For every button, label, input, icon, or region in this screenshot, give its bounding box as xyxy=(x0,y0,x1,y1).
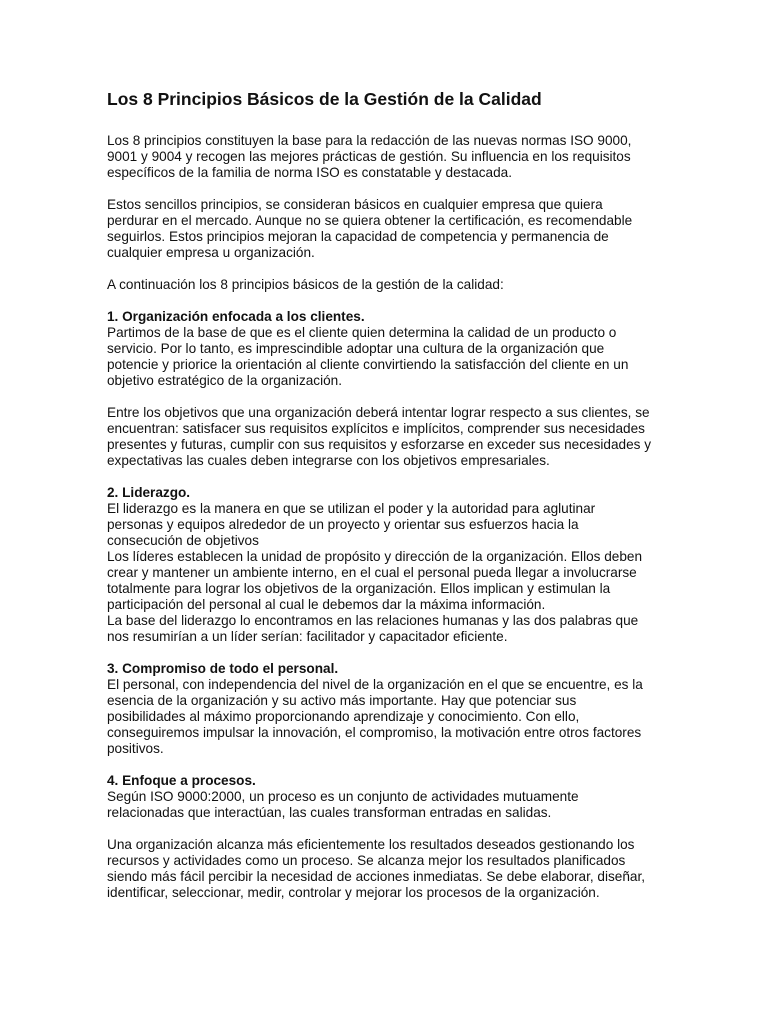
principle-paragraph xyxy=(107,789,667,821)
principle-paragraph xyxy=(107,837,667,901)
text-line: participación del personal al cual le debemos dar la máxima información. xyxy=(107,597,546,612)
text-line: Entre los objetivos que una organización deberá intentar lograr respecto a sus clientes, se xyxy=(107,405,650,420)
text-line: La base del liderazgo lo encontramos en las relaciones humanas y las dos palabras que xyxy=(107,613,639,628)
principle-heading: 1. Organización enfocada a los clientes. xyxy=(107,309,365,324)
text-line: servicio. Por lo tanto, es imprescindible adoptar una cultura de la organización que xyxy=(107,341,605,356)
principle-heading: 4. Enfoque a procesos. xyxy=(107,773,256,788)
text-line: cualquier empresa u organización. xyxy=(107,245,315,260)
text-line: expectativas las cuales deben integrarse con los objetivos empresariales. xyxy=(107,453,550,468)
text-line: nos resumirían a un líder serían: facilitador y capacitador eficiente. xyxy=(107,629,508,644)
principles-list xyxy=(107,309,667,901)
text-line: específicos de la familia de norma ISO es constatable y destacada. xyxy=(107,165,513,180)
principle-paragraph xyxy=(107,405,667,469)
intro-paragraph xyxy=(107,277,667,293)
text-line: Una organización alcanza más eficientemente los resultados deseados gestionando los xyxy=(107,837,635,852)
document-page xyxy=(107,88,667,917)
text-line: El liderazgo es la manera en que se utilizan el poder y la autoridad para aglutinar xyxy=(107,501,596,516)
text-line: consecución de objetivos xyxy=(107,533,259,548)
text-line: relacionadas que interactúan, las cuales transforman entradas en salidas. xyxy=(107,805,552,820)
text-line: Estos sencillos principios, se consideran básicos en cualquier empresa que quiera xyxy=(107,197,603,212)
text-line: El personal, con independencia del nivel de la organización en el que se encuentre, es la xyxy=(107,677,643,692)
text-line: Partimos de la base de que es el cliente quien determina la calidad de un producto o xyxy=(107,325,617,340)
text-line: potencie y priorice la orientación al cliente convirtiendo la satisfacción del cliente en un xyxy=(107,357,629,372)
text-line: encuentran: satisfacer sus requisitos explícitos e implícitos, comprender sus necesidades xyxy=(107,421,645,436)
text-line: esencia de la organización y su activo más importante. Hay que potenciar sus xyxy=(107,693,577,708)
principle-section xyxy=(107,773,667,901)
text-line: recursos y actividades como un proceso. Se alcanza mejor los resultados planificados xyxy=(107,853,626,868)
text-line: personas y equipos alrededor de un proyecto y orientar sus esfuerzos hacia la xyxy=(107,517,579,532)
text-line: perdurar en el mercado. Aunque no se quiera obtener la certificación, es recomendable xyxy=(107,213,633,228)
text-line: Los 8 principios constituyen la base para la redacción de las nuevas normas ISO 9000, xyxy=(107,133,632,148)
principle-heading: 2. Liderazgo. xyxy=(107,485,191,500)
text-line: A continuación los 8 principios básicos de la gestión de la calidad: xyxy=(107,277,504,292)
text-line: conseguiremos impulsar la innovación, el compromiso, la motivación entre otros factores xyxy=(107,725,642,740)
principle-paragraph xyxy=(107,677,667,757)
principle-section xyxy=(107,485,667,645)
text-line: siendo más fácil percibir la necesidad de acciones inmediatas. Se debe elaborar, diseñar, xyxy=(107,869,646,884)
text-line: objetivo estratégico de la organización. xyxy=(107,373,343,388)
text-line: Según ISO 9000:2000, un proceso es un conjunto de actividades mutuamente xyxy=(107,789,579,804)
principle-paragraph xyxy=(107,325,667,389)
text-line: identificar, seleccionar, medir, controlar y mejorar los procesos de la organización. xyxy=(107,885,600,900)
intro-paragraph xyxy=(107,133,667,181)
principle-section xyxy=(107,661,667,757)
intro-section xyxy=(107,133,667,293)
intro-paragraph xyxy=(107,197,667,261)
principle-section xyxy=(107,309,667,469)
text-line: crear y mantener un ambiente interno, en el cual el personal pueda llegar a involucrarse xyxy=(107,565,637,580)
principle-paragraph xyxy=(107,501,667,645)
principle-heading: 3. Compromiso de todo el personal. xyxy=(107,661,339,676)
text-line: totalmente para lograr los objetivos de la organización. Ellos implican y estimulan la xyxy=(107,581,611,596)
text-line: Los líderes establecen la unidad de propósito y dirección de la organización. Ellos deben xyxy=(107,549,643,564)
text-line: seguirlos. Estos principios mejoran la capacidad de competencia y permanencia de xyxy=(107,229,609,244)
text-line: posibilidades al máximo proporcionando aprendizaje y conocimiento. Con ello, xyxy=(107,709,580,724)
text-line: presentes y futuras, cumplir con sus requisitos y esforzarse en exceder sus necesidades y xyxy=(107,437,652,452)
text-line: 9001 y 9004 y recogen las mejores prácticas de gestión. Su influencia en los requisitos xyxy=(107,149,631,164)
text-line: positivos. xyxy=(107,741,164,756)
document-title: Los 8 Principios Básicos de la Gestión de la Calidad xyxy=(107,89,542,109)
